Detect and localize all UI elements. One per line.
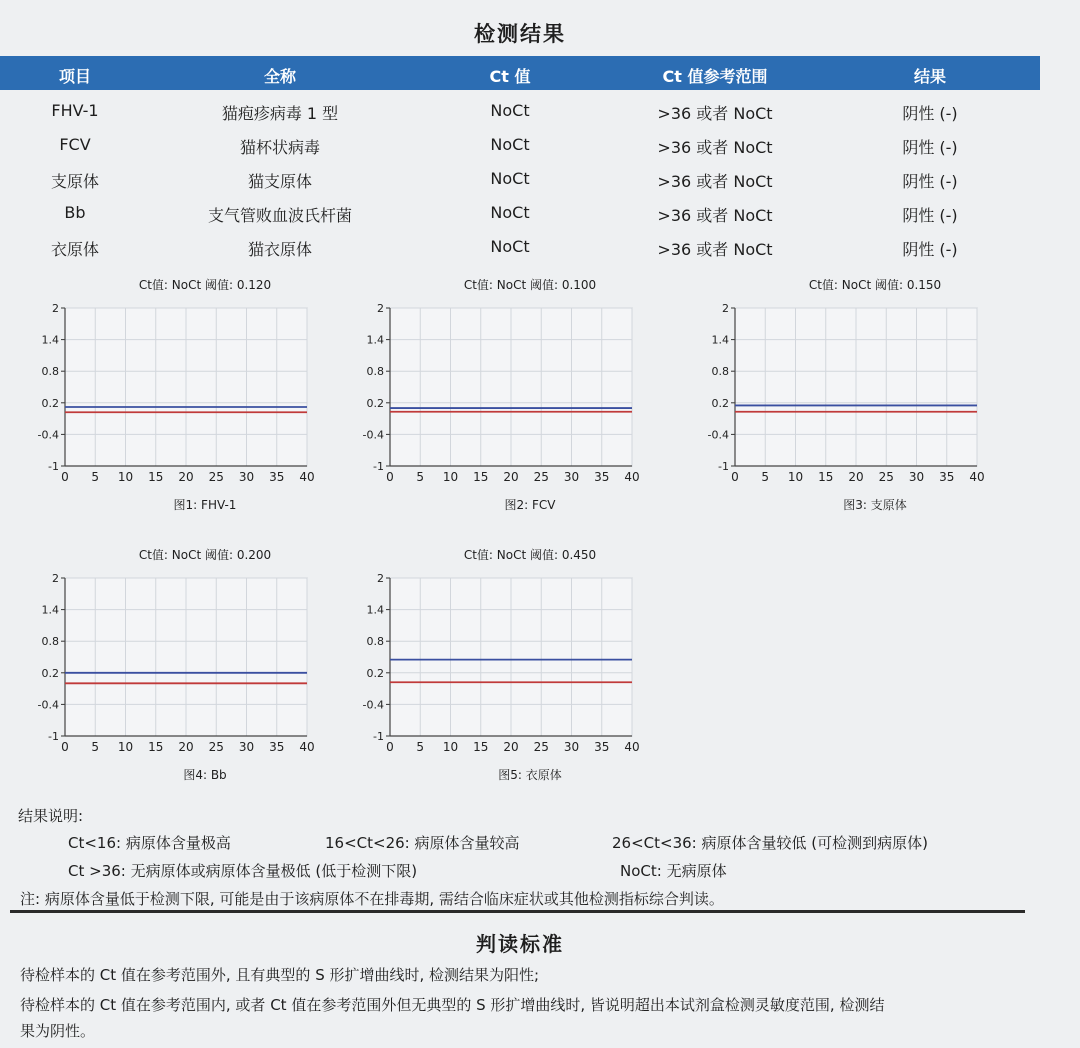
y-tick-label: -0.4 (362, 428, 384, 442)
x-tick-label: 0 (731, 470, 739, 484)
explanation-item: 26<Ct<36: 病原体含量较低 (可检测到病原体) (612, 834, 928, 852)
chart-header: Ct值: NoCt 阈值: 0.100 (463, 278, 597, 292)
header-fullname: 全称 (263, 67, 296, 86)
cell-result: 阴性 (-) (902, 172, 958, 191)
table-row (0, 129, 1040, 159)
explanation-item: Ct<16: 病原体含量极高 (68, 834, 231, 852)
amplification-chart-5 (360, 546, 680, 796)
x-tick-label: 40 (624, 740, 640, 754)
x-tick-label: 35 (594, 740, 610, 754)
cell-result: 阴性 (-) (902, 240, 958, 259)
x-tick-label: 25 (533, 470, 549, 484)
cell-fullname: 猫杯状病毒 (239, 138, 320, 157)
cell-fullname: 猫疱疹病毒 1 型 (221, 104, 339, 123)
standard-title: 判读标准 (476, 932, 564, 956)
x-tick-label: 25 (208, 740, 224, 754)
y-tick-label: 1.4 (41, 333, 59, 347)
x-tick-label: 30 (563, 740, 580, 754)
x-tick-label: 20 (178, 740, 194, 754)
x-tick-label: 0 (386, 470, 394, 484)
y-tick-label: 0.8 (41, 635, 59, 649)
chart-header: Ct值: NoCt 阈值: 0.200 (138, 548, 272, 562)
cell-ct-range: >36 或者 NoCt (657, 104, 773, 123)
chart-plot (705, 276, 1045, 496)
y-tick-label: -0.4 (707, 428, 729, 442)
y-tick-label: 0.8 (711, 365, 729, 379)
y-tick-label: 2 (377, 572, 384, 585)
y-tick-label: -0.4 (37, 428, 59, 442)
y-tick-label: 0.2 (711, 396, 729, 410)
cell-ct-range: >36 或者 NoCt (657, 172, 773, 191)
y-tick-label: -1 (718, 460, 729, 473)
y-tick-label: 1.4 (366, 603, 384, 617)
y-tick-label: 0.8 (366, 635, 384, 649)
x-tick-label: 20 (503, 740, 519, 754)
cell-ct-range: >36 或者 NoCt (657, 240, 773, 259)
explanation-item: 16<Ct<26: 病原体含量较高 (325, 834, 520, 852)
cell-result: 阴性 (-) (902, 138, 958, 157)
cell-ct: NoCt (490, 135, 530, 154)
explanation-item: NoCt: 无病原体 (620, 862, 727, 880)
x-tick-label: 40 (299, 740, 315, 754)
table-row (0, 163, 1040, 193)
x-tick-label: 10 (442, 740, 459, 754)
x-tick-label: 30 (908, 470, 925, 484)
x-tick-label: 40 (624, 470, 640, 484)
y-tick-label: 0.2 (41, 396, 59, 410)
x-tick-label: 15 (818, 470, 834, 484)
chart-caption: 图5: 衣原体 (498, 768, 562, 782)
x-tick-label: 30 (238, 740, 255, 754)
cell-ct: NoCt (490, 203, 530, 222)
x-tick-label: 25 (878, 470, 894, 484)
chart-caption: 图1: FHV-1 (173, 498, 237, 512)
table-row (0, 231, 1040, 261)
x-tick-label: 35 (939, 470, 955, 484)
y-tick-label: 1.4 (711, 333, 729, 347)
y-tick-label: -1 (373, 460, 384, 473)
x-tick-label: 15 (148, 470, 164, 484)
explanation-note: 注: 病原体含量低于检测下限, 可能是由于该病原体不在排毒期, 需结合临床症状或其他检测指标综合判读。 (20, 890, 724, 908)
chart-plot (35, 276, 375, 496)
chart-plot (35, 546, 375, 766)
x-tick-label: 5 (761, 470, 770, 484)
explanation-item: Ct >36: 无病原体或病原体含量极低 (低于检测下限) (68, 862, 418, 880)
x-tick-label: 20 (848, 470, 864, 484)
cell-fullname: 猫衣原体 (247, 240, 312, 259)
cell-result: 阴性 (-) (902, 206, 958, 225)
x-tick-label: 20 (178, 470, 194, 484)
y-tick-label: 0.8 (366, 365, 384, 379)
cell-ct: NoCt (490, 101, 530, 120)
standard-line: 果为阴性。 (20, 1022, 96, 1040)
y-tick-label: -1 (48, 730, 59, 743)
cell-ct-range: >36 或者 NoCt (657, 206, 773, 225)
chart-caption: 图2: FCV (504, 498, 556, 512)
x-tick-label: 35 (269, 740, 285, 754)
y-tick-label: 0.8 (41, 365, 59, 379)
chart-header: Ct值: NoCt 阈值: 0.120 (138, 278, 272, 292)
amplification-chart-2 (360, 276, 680, 526)
cell-item: 衣原体 (50, 240, 99, 259)
cell-ct: NoCt (490, 237, 530, 256)
explanation-title: 结果说明: (18, 807, 84, 825)
section-divider (10, 910, 1025, 913)
table-row (0, 197, 1040, 227)
x-tick-label: 15 (148, 740, 164, 754)
cell-fullname: 支气管败血波氏杆菌 (207, 206, 352, 225)
y-tick-label: 2 (722, 302, 729, 315)
y-tick-label: 2 (377, 302, 384, 315)
standard-line: 待检样本的 Ct 值在参考范围外, 且有典型的 S 形扩增曲线时, 检测结果为阳性; (20, 966, 540, 984)
standard-line: 待检样本的 Ct 值在参考范围内, 或者 Ct 值在参考范围外但无典型的 S 形扩增曲线时, 皆说明超出本试剂盒检测灵敏度范围, 检测结 (20, 996, 885, 1014)
x-tick-label: 10 (117, 740, 134, 754)
y-tick-label: 2 (52, 572, 59, 585)
y-tick-label: 1.4 (41, 603, 59, 617)
x-tick-label: 0 (61, 470, 69, 484)
y-tick-label: -0.4 (362, 698, 384, 712)
amplification-chart-4 (35, 546, 355, 796)
chart-header: Ct值: NoCt 阈值: 0.150 (808, 278, 942, 292)
x-tick-label: 30 (238, 470, 255, 484)
chart-header: Ct值: NoCt 阈值: 0.450 (463, 548, 597, 562)
x-tick-label: 15 (473, 740, 489, 754)
x-tick-label: 15 (473, 470, 489, 484)
y-tick-label: 0.2 (366, 396, 384, 410)
x-tick-label: 5 (91, 470, 100, 484)
x-tick-label: 0 (61, 740, 69, 754)
chart-caption: 图3: 支原体 (843, 498, 907, 512)
y-tick-label: 1.4 (366, 333, 384, 347)
header-item: 项目 (58, 67, 91, 86)
cell-ct-range: >36 或者 NoCt (657, 138, 773, 157)
x-tick-label: 35 (594, 470, 610, 484)
header-ct-range: Ct 值参考范围 (662, 67, 768, 86)
chart-plot (360, 546, 700, 766)
y-tick-label: -1 (48, 460, 59, 473)
cell-item: 支原体 (50, 172, 99, 191)
chart-plot (360, 276, 700, 496)
x-tick-label: 40 (299, 470, 315, 484)
x-tick-label: 10 (117, 470, 134, 484)
cell-item: FCV (59, 135, 91, 154)
amplification-chart-3 (705, 276, 1025, 526)
page-title: 检测结果 (474, 22, 566, 46)
results-table-header (0, 56, 1040, 90)
cell-ct: NoCt (490, 169, 530, 188)
table-row (0, 95, 1040, 125)
x-tick-label: 25 (533, 740, 549, 754)
x-tick-label: 20 (503, 470, 519, 484)
x-tick-label: 10 (787, 470, 804, 484)
y-tick-label: -0.4 (37, 698, 59, 712)
cell-item: Bb (64, 203, 86, 222)
x-tick-label: 0 (386, 740, 394, 754)
y-tick-label: 0.2 (41, 666, 59, 680)
x-tick-label: 30 (563, 470, 580, 484)
amplification-chart-1 (35, 276, 355, 526)
cell-result: 阴性 (-) (902, 104, 958, 123)
x-tick-label: 35 (269, 470, 285, 484)
chart-caption: 图4: Bb (183, 768, 227, 782)
cell-item: FHV-1 (51, 101, 99, 120)
header-ct: Ct 值 (489, 67, 531, 86)
x-tick-label: 25 (208, 470, 224, 484)
y-tick-label: 2 (52, 302, 59, 315)
x-tick-label: 40 (969, 470, 985, 484)
y-tick-label: -1 (373, 730, 384, 743)
y-tick-label: 0.2 (366, 666, 384, 680)
cell-fullname: 猫支原体 (247, 172, 312, 191)
x-tick-label: 5 (416, 740, 425, 754)
x-tick-label: 10 (442, 470, 459, 484)
header-result: 结果 (913, 67, 946, 86)
x-tick-label: 5 (91, 740, 100, 754)
x-tick-label: 5 (416, 470, 425, 484)
